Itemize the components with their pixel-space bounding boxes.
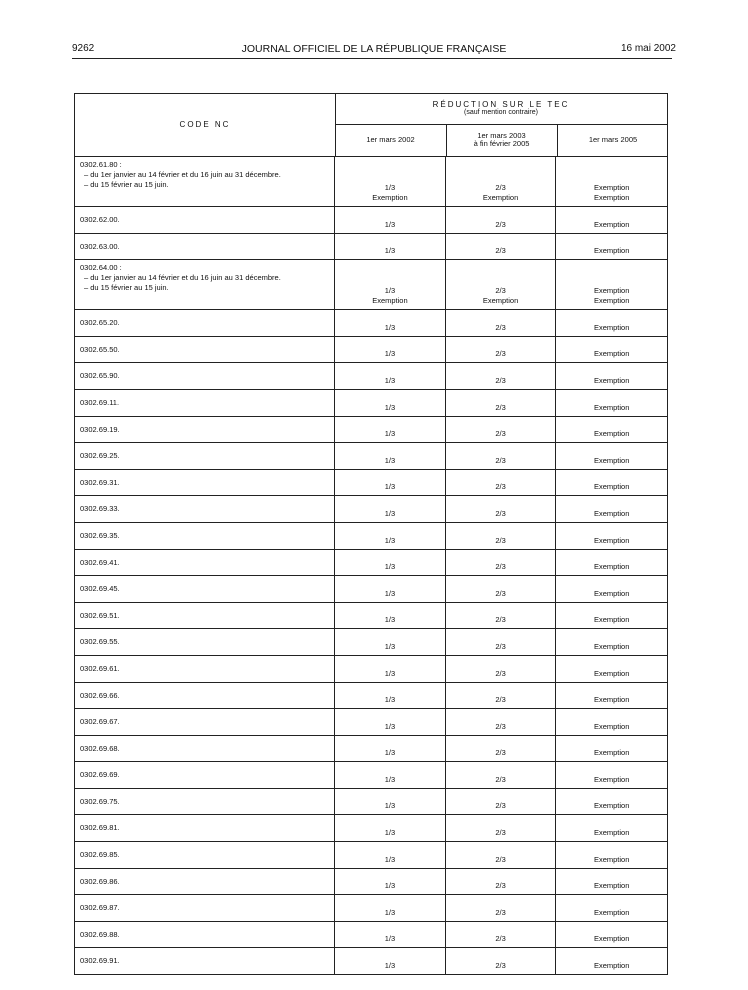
reduction-value: Exemption	[593, 286, 630, 296]
reduction-cell	[334, 390, 445, 416]
reduction-value: 2/3	[495, 349, 506, 359]
reduction-value: 1/3	[384, 668, 396, 678]
reduction-cell	[334, 496, 445, 522]
table-row	[74, 336, 668, 363]
reduction-value: 2/3	[495, 695, 506, 705]
nc-code-cell	[75, 550, 334, 576]
reduction-value: 1/3	[384, 286, 396, 296]
reduction-cell	[555, 260, 667, 309]
reduction-cell	[334, 260, 445, 309]
reduction-cell	[445, 337, 556, 363]
reduction-value: 2/3	[495, 961, 506, 971]
reduction-cell	[555, 922, 667, 948]
reduction-cell	[334, 683, 445, 709]
reduction-value: Exemption	[593, 615, 630, 625]
nc-code-cell	[75, 443, 334, 469]
table-row	[74, 389, 668, 416]
nc-code: 0302.69.33.	[80, 504, 120, 514]
reduction-cell	[445, 656, 556, 682]
nc-code: 0302.69.81.	[80, 823, 120, 833]
reduction-cell	[555, 683, 667, 709]
nc-code-cell	[75, 576, 334, 602]
nc-code: 0302.61.80 :	[80, 160, 122, 169]
table-row	[74, 655, 668, 682]
nc-code-cell	[75, 922, 334, 948]
nc-code-period: – du 15 février au 15 juin.	[84, 180, 169, 189]
table-row	[74, 735, 668, 762]
nc-code: 0302.69.86.	[80, 876, 120, 886]
reduction-value: Exemption	[593, 375, 630, 385]
tariff-table	[74, 93, 668, 975]
reduction-value: 1/3	[384, 402, 396, 412]
nc-code-cell	[75, 523, 334, 549]
nc-code: 0302.69.68.	[80, 743, 120, 753]
reduction-cell	[445, 390, 556, 416]
reduction-cell	[555, 895, 667, 921]
reduction-value: 2/3	[495, 482, 506, 492]
header-rule	[72, 58, 672, 59]
reduction-cell	[445, 815, 556, 841]
reduction-value: Exemption	[593, 349, 630, 359]
reduction-value: 1/3	[384, 246, 396, 256]
reduction-value: 1/3	[384, 907, 396, 917]
reduction-header: RÉDUCTION SUR LE TEC	[432, 100, 570, 109]
column-header-2005-line1: 1er mars 2005	[588, 135, 638, 144]
reduction-value: 1/3	[384, 535, 396, 545]
reduction-cell	[334, 470, 445, 496]
nc-code-period: – du 1er janvier au 14 février et du 16 juin au 31 décembre.	[84, 170, 281, 179]
nc-code: 0302.69.67.	[80, 717, 120, 727]
reduction-value: Exemption	[593, 934, 630, 944]
nc-code-cell	[75, 417, 334, 443]
nc-code: 0302.65.90.	[80, 371, 120, 381]
reduction-cell	[555, 207, 667, 233]
reduction-value: Exemption	[593, 429, 630, 439]
reduction-value: Exemption	[593, 322, 630, 332]
page-number: 9262	[72, 43, 95, 54]
nc-code-cell	[75, 709, 334, 735]
reduction-value: Exemption	[593, 828, 630, 838]
nc-code-period: – du 1er janvier au 14 février et du 16 juin au 31 décembre.	[84, 273, 281, 283]
reduction-value: 1/3	[384, 828, 396, 838]
reduction-cell	[445, 234, 556, 260]
reduction-cell	[555, 842, 667, 868]
table-row	[74, 682, 668, 709]
nc-code: 0302.69.51.	[80, 610, 120, 620]
table-row	[74, 921, 668, 948]
nc-code-cell	[75, 736, 334, 762]
nc-code: 0302.69.88.	[80, 929, 120, 939]
table-body	[74, 156, 668, 975]
reduction-value: 2/3	[495, 588, 506, 598]
reduction-cell	[334, 310, 445, 336]
nc-code-cell	[75, 260, 334, 309]
reduction-cell	[555, 417, 667, 443]
reduction-cell	[445, 709, 556, 735]
reduction-cell	[445, 576, 556, 602]
nc-code-period: – du 15 février au 15 juin.	[84, 283, 169, 293]
table-row	[74, 602, 668, 629]
nc-code-cell	[75, 789, 334, 815]
nc-code: 0302.69.61.	[80, 663, 120, 673]
reduction-cell	[334, 603, 445, 629]
nc-code: 0302.65.20.	[80, 318, 120, 328]
reduction-cell	[555, 709, 667, 735]
reduction-value: 1/3	[384, 455, 396, 465]
table-row	[74, 362, 668, 389]
reduction-subheader: (sauf mention contraire)	[464, 109, 538, 116]
reduction-value: Exemption	[593, 535, 630, 545]
reduction-value: Exemption	[593, 774, 630, 784]
reduction-value: 2/3	[495, 219, 506, 229]
reduction-value: 1/3	[384, 219, 396, 229]
reduction-cell	[555, 157, 667, 206]
nc-code-cell	[75, 762, 334, 788]
reduction-cell	[555, 234, 667, 260]
nc-code: 0302.69.25.	[80, 451, 120, 461]
reduction-cell	[445, 550, 556, 576]
nc-code: 0302.69.11.	[80, 397, 120, 407]
reduction-cell	[555, 363, 667, 389]
column-header-2003	[446, 124, 557, 156]
reduction-cell	[334, 789, 445, 815]
nc-code: 0302.69.55.	[80, 637, 120, 647]
table-row	[74, 233, 668, 260]
reduction-value: 1/3	[384, 774, 396, 784]
reduction-cell	[334, 417, 445, 443]
reduction-cell	[334, 948, 445, 974]
reduction-cell	[445, 363, 556, 389]
reduction-cell	[445, 443, 556, 469]
reduction-cell	[555, 390, 667, 416]
nc-code-cell	[75, 948, 334, 974]
column-header-2002	[335, 124, 446, 156]
nc-code-cell	[75, 815, 334, 841]
reduction-value: 2/3	[495, 615, 506, 625]
reduction-value: Exemption	[593, 183, 630, 192]
reduction-value: Exemption	[593, 721, 630, 731]
reduction-cell	[445, 157, 556, 206]
column-header-2003-line1: 1er mars 2003	[477, 131, 526, 140]
nc-code-cell	[75, 629, 334, 655]
nc-code-cell	[75, 310, 334, 336]
reduction-cell	[334, 709, 445, 735]
table-row	[74, 206, 668, 233]
reduction-value: Exemption	[593, 588, 630, 598]
reduction-cell	[334, 234, 445, 260]
reduction-value: 2/3	[495, 801, 506, 811]
reduction-cell	[334, 629, 445, 655]
nc-code: 0302.69.85.	[80, 850, 120, 860]
reduction-value: 1/3	[384, 695, 396, 705]
reduction-value: 1/3	[384, 854, 396, 864]
reduction-cell	[445, 683, 556, 709]
reduction-cell	[555, 815, 667, 841]
reduction-value: Exemption	[372, 296, 408, 306]
table-row	[74, 522, 668, 549]
reduction-cell	[555, 629, 667, 655]
table-header	[74, 93, 668, 156]
reduction-value: Exemption	[372, 193, 408, 202]
reduction-value: 1/3	[384, 641, 396, 651]
reduction-value: 2/3	[495, 508, 506, 518]
reduction-cell	[334, 157, 445, 206]
table-row	[74, 469, 668, 496]
table-row	[74, 788, 668, 815]
reduction-value: 1/3	[384, 183, 396, 192]
reduction-value: 2/3	[495, 322, 506, 332]
reduction-value: 1/3	[384, 801, 396, 811]
reduction-cell	[445, 895, 556, 921]
nc-code: 0302.69.35.	[80, 530, 120, 540]
reduction-cell	[445, 922, 556, 948]
table-row	[74, 814, 668, 841]
journal-title: JOURNAL OFFICIEL DE LA RÉPUBLIQUE FRANÇAISE	[241, 43, 507, 55]
reduction-cell	[555, 470, 667, 496]
reduction-value: Exemption	[593, 881, 630, 891]
nc-code: 0302.69.69.	[80, 770, 120, 780]
reduction-value: 2/3	[495, 286, 506, 296]
nc-code: 0302.69.87.	[80, 903, 120, 913]
reduction-cell	[334, 207, 445, 233]
nc-code-cell	[75, 895, 334, 921]
table-row	[74, 309, 668, 336]
table-row	[74, 156, 668, 206]
nc-code-cell	[75, 234, 334, 260]
nc-code-cell	[75, 157, 334, 206]
nc-code-cell	[75, 496, 334, 522]
reduction-value: 2/3	[495, 828, 506, 838]
reduction-value: 2/3	[495, 907, 506, 917]
reduction-value: 1/3	[384, 508, 396, 518]
reduction-value: Exemption	[593, 801, 630, 811]
reduction-cell	[445, 842, 556, 868]
column-header-2003-line2: à fin février 2005	[473, 139, 530, 148]
reduction-value: 2/3	[495, 721, 506, 731]
reduction-value: 1/3	[384, 349, 396, 359]
table-row	[74, 495, 668, 522]
reduction-value: 2/3	[495, 668, 506, 678]
reduction-value: 2/3	[495, 641, 506, 651]
reduction-cell	[445, 789, 556, 815]
reduction-cell	[445, 869, 556, 895]
reduction-cell	[334, 443, 445, 469]
reduction-cell	[334, 842, 445, 868]
nc-code-cell	[75, 337, 334, 363]
reduction-value: Exemption	[593, 219, 630, 229]
table-row	[74, 841, 668, 868]
reduction-value: Exemption	[593, 961, 630, 971]
reduction-value: Exemption	[593, 296, 630, 306]
nc-code: 0302.69.19.	[80, 424, 120, 434]
reduction-value: 1/3	[384, 322, 396, 332]
reduction-value: Exemption	[593, 695, 630, 705]
nc-code: 0302.62.00.	[80, 215, 120, 224]
reduction-cell	[555, 337, 667, 363]
table-row	[74, 894, 668, 921]
reduction-value: Exemption	[593, 193, 630, 202]
nc-code: 0302.64.00 :	[80, 263, 122, 273]
nc-code: 0302.69.75.	[80, 796, 120, 806]
reduction-value: Exemption	[482, 193, 519, 202]
reduction-cell	[334, 576, 445, 602]
reduction-cell	[334, 815, 445, 841]
reduction-cell	[445, 470, 556, 496]
nc-code-cell	[75, 869, 334, 895]
nc-code: 0302.65.50.	[80, 344, 120, 354]
reduction-cell	[555, 736, 667, 762]
reduction-cell	[445, 762, 556, 788]
reduction-value: 2/3	[495, 535, 506, 545]
reduction-cell	[555, 550, 667, 576]
reduction-value: 1/3	[384, 881, 396, 891]
reduction-value: 2/3	[495, 854, 506, 864]
nc-code-cell	[75, 207, 334, 233]
table-row	[74, 628, 668, 655]
column-header-2002-line1: 1er mars 2002	[366, 135, 415, 144]
reduction-value: 2/3	[495, 246, 506, 256]
reduction-cell	[555, 603, 667, 629]
reduction-cell	[445, 523, 556, 549]
reduction-value: Exemption	[593, 455, 630, 465]
table-row	[74, 575, 668, 602]
nc-code: 0302.69.66.	[80, 690, 120, 700]
reduction-cell	[334, 922, 445, 948]
table-row	[74, 416, 668, 443]
reduction-cell	[555, 762, 667, 788]
reduction-value: 2/3	[495, 881, 506, 891]
reduction-value: 2/3	[495, 429, 506, 439]
table-row	[74, 708, 668, 735]
reduction-cell	[555, 789, 667, 815]
reduction-value: 1/3	[384, 429, 396, 439]
reduction-cell	[445, 260, 556, 309]
reduction-cell	[555, 948, 667, 974]
reduction-cell	[334, 762, 445, 788]
reduction-cell	[445, 310, 556, 336]
reduction-value: 1/3	[384, 934, 396, 944]
reduction-value: Exemption	[593, 748, 630, 758]
reduction-cell	[555, 656, 667, 682]
nc-code-cell	[75, 603, 334, 629]
reduction-value: Exemption	[593, 907, 630, 917]
reduction-cell	[334, 736, 445, 762]
table-row	[74, 868, 668, 895]
table-row	[74, 549, 668, 576]
reduction-cell	[555, 869, 667, 895]
reduction-value: Exemption	[593, 246, 630, 256]
code-nc-header: CODE NC	[179, 120, 231, 129]
reduction-cell	[334, 869, 445, 895]
nc-code: 0302.69.91.	[80, 956, 120, 966]
nc-code: 0302.69.45.	[80, 584, 120, 594]
nc-code-cell	[75, 683, 334, 709]
reduction-value: 2/3	[495, 748, 506, 758]
reduction-value: Exemption	[593, 508, 630, 518]
reduction-value: 2/3	[495, 562, 506, 572]
nc-code-cell	[75, 842, 334, 868]
reduction-value: Exemption	[593, 402, 630, 412]
reduction-cell	[334, 550, 445, 576]
reduction-cell	[334, 656, 445, 682]
reduction-value: Exemption	[593, 668, 630, 678]
table-row	[74, 761, 668, 788]
reduction-value: 1/3	[384, 615, 396, 625]
reduction-cell	[445, 417, 556, 443]
reduction-value: Exemption	[593, 854, 630, 864]
reduction-value: 1/3	[384, 961, 396, 971]
reduction-cell	[555, 310, 667, 336]
reduction-cell	[445, 496, 556, 522]
nc-code-cell	[75, 656, 334, 682]
table-row	[74, 442, 668, 469]
reduction-value: 1/3	[384, 375, 396, 385]
reduction-value: 2/3	[495, 934, 506, 944]
nc-code-cell	[75, 390, 334, 416]
reduction-cell	[445, 603, 556, 629]
reduction-cell	[555, 496, 667, 522]
reduction-value: Exemption	[593, 482, 630, 492]
reduction-value: 1/3	[384, 588, 396, 598]
reduction-value: Exemption	[593, 641, 630, 651]
reduction-value: 1/3	[384, 748, 396, 758]
table-row	[74, 947, 668, 975]
reduction-cell	[334, 523, 445, 549]
reduction-cell	[334, 895, 445, 921]
reduction-value: 2/3	[495, 183, 506, 192]
reduction-cell	[445, 948, 556, 974]
nc-code: 0302.63.00.	[80, 241, 120, 251]
column-header-2005	[557, 124, 669, 156]
reduction-value: 1/3	[384, 562, 396, 572]
table-row	[74, 259, 668, 309]
reduction-cell	[555, 523, 667, 549]
reduction-value: 1/3	[384, 482, 396, 492]
reduction-value: 2/3	[495, 774, 506, 784]
reduction-value: Exemption	[593, 562, 630, 572]
reduction-value: 2/3	[495, 455, 506, 465]
nc-code-cell	[75, 363, 334, 389]
reduction-value: 1/3	[384, 721, 396, 731]
nc-code: 0302.69.41.	[80, 557, 120, 567]
publication-date: 16 mai 2002	[620, 43, 676, 54]
reduction-cell	[445, 207, 556, 233]
reduction-cell	[445, 629, 556, 655]
reduction-cell	[445, 736, 556, 762]
reduction-cell	[555, 576, 667, 602]
nc-code-cell	[75, 470, 334, 496]
reduction-value: Exemption	[482, 296, 519, 306]
nc-code: 0302.69.31.	[80, 477, 120, 487]
reduction-cell	[555, 443, 667, 469]
reduction-cell	[334, 363, 445, 389]
reduction-value: 2/3	[495, 402, 506, 412]
reduction-value: 2/3	[495, 375, 506, 385]
reduction-cell	[334, 337, 445, 363]
